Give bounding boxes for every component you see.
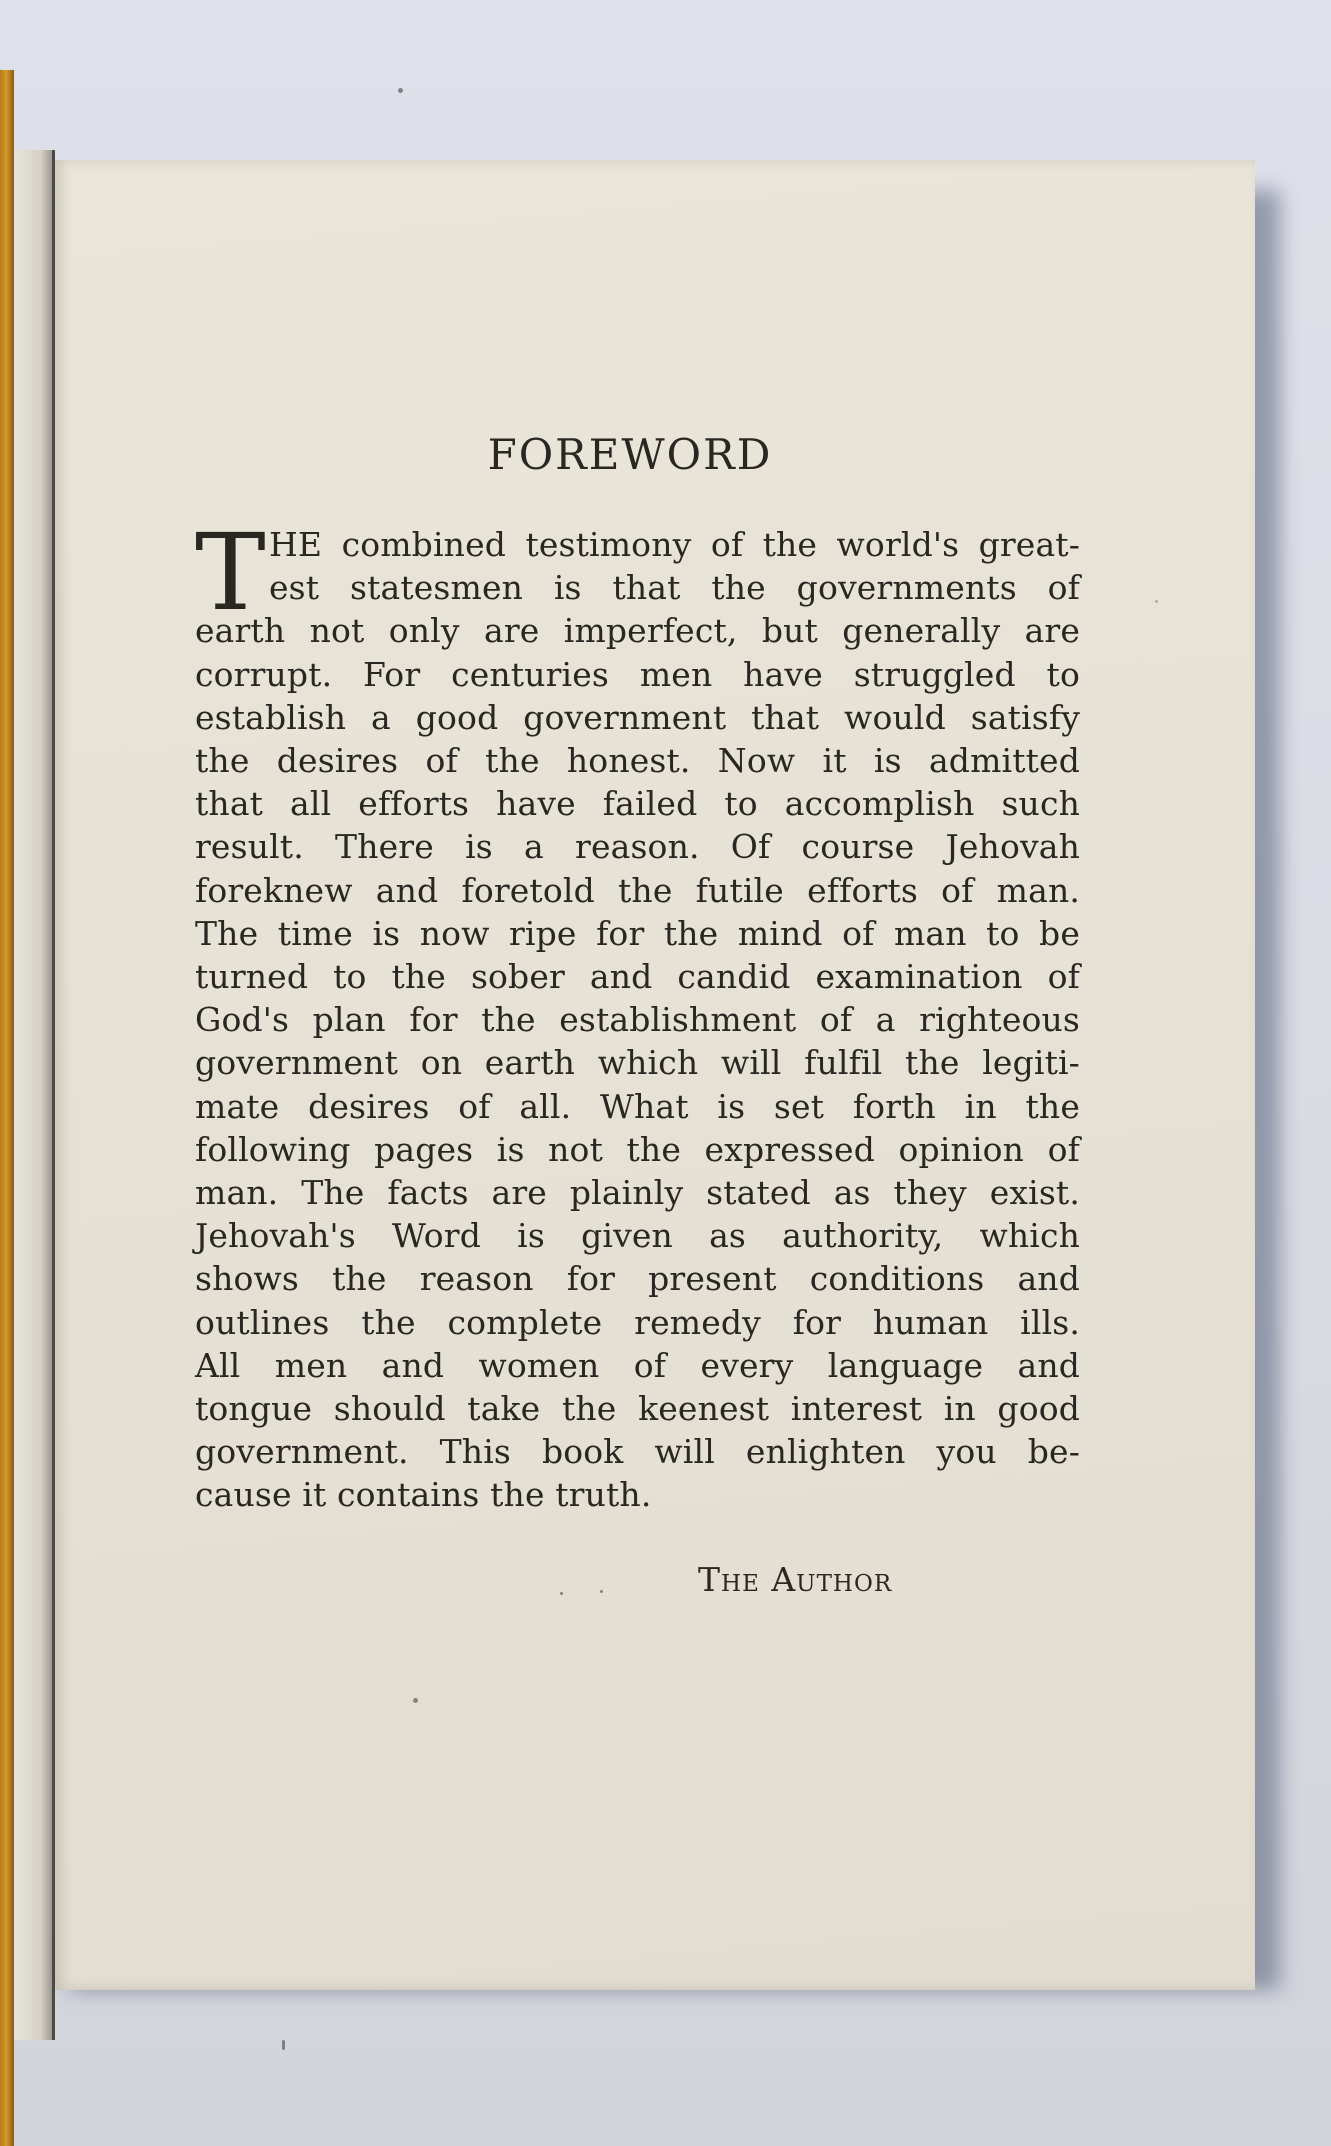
drop-cap-letter: T [195, 511, 266, 634]
text-line: establish a good government that would satisfy [195, 697, 1080, 737]
text-line: foreknew and foretold the futile efforts of man. [195, 870, 1080, 910]
text-line: result. There is a reason. Of course Jehovah [195, 827, 1080, 867]
text-line: The time is now ripe for the mind of man to be [195, 913, 1080, 953]
text-line: earth not only are imperfect, but generally are [195, 611, 1080, 651]
text-line: Jehovah's Word is given as authority, which [195, 1216, 1080, 1256]
text-line: government on earth which will fulfil the legiti- [195, 1043, 1080, 1083]
text-line: God's plan for the establishment of a righteous [195, 1000, 1080, 1040]
text-line: the desires of the honest. Now it is admitted [195, 741, 1080, 781]
text-line: mate desires of all. What is set forth in the [195, 1086, 1080, 1126]
paper-speck [413, 1698, 418, 1703]
text-line: shows the reason for present conditions and [195, 1259, 1080, 1299]
text-line: outlines the complete remedy for human ills. [195, 1302, 1080, 1342]
text-line: corrupt. For centuries men have struggled to [195, 654, 1080, 694]
foreword-body [195, 523, 1080, 1517]
text-line: government. This book will enlighten you be- [195, 1432, 1080, 1472]
previous-page-edge [14, 150, 55, 2040]
text-line: turned to the sober and candid examination of [195, 957, 1080, 997]
book-cover-edge [0, 70, 14, 2146]
background-speck [282, 2040, 285, 2050]
background-speck [398, 88, 403, 93]
text-line: man. The facts are plainly stated as they exist. [195, 1173, 1080, 1213]
paper-speck [560, 1592, 563, 1595]
page-heading: FOREWORD [487, 430, 773, 479]
text-line: HE combined testimony of the world's great- [269, 525, 1080, 564]
text-line: est statesmen is that the governments of [269, 568, 1080, 608]
paper-speck [1155, 600, 1158, 603]
paper-speck [600, 1590, 603, 1593]
text-line: following pages is not the expressed opinion of [195, 1129, 1080, 1169]
text-line: All men and women of every language and [195, 1345, 1080, 1385]
text-line: that all efforts have failed to accomplish such [195, 784, 1080, 824]
author-signature: The Author [698, 1560, 893, 1599]
book-page [55, 160, 1255, 1990]
text-line: tongue should take the keenest interest in good [195, 1389, 1080, 1429]
text-line: cause it contains the truth. [195, 1475, 652, 1515]
